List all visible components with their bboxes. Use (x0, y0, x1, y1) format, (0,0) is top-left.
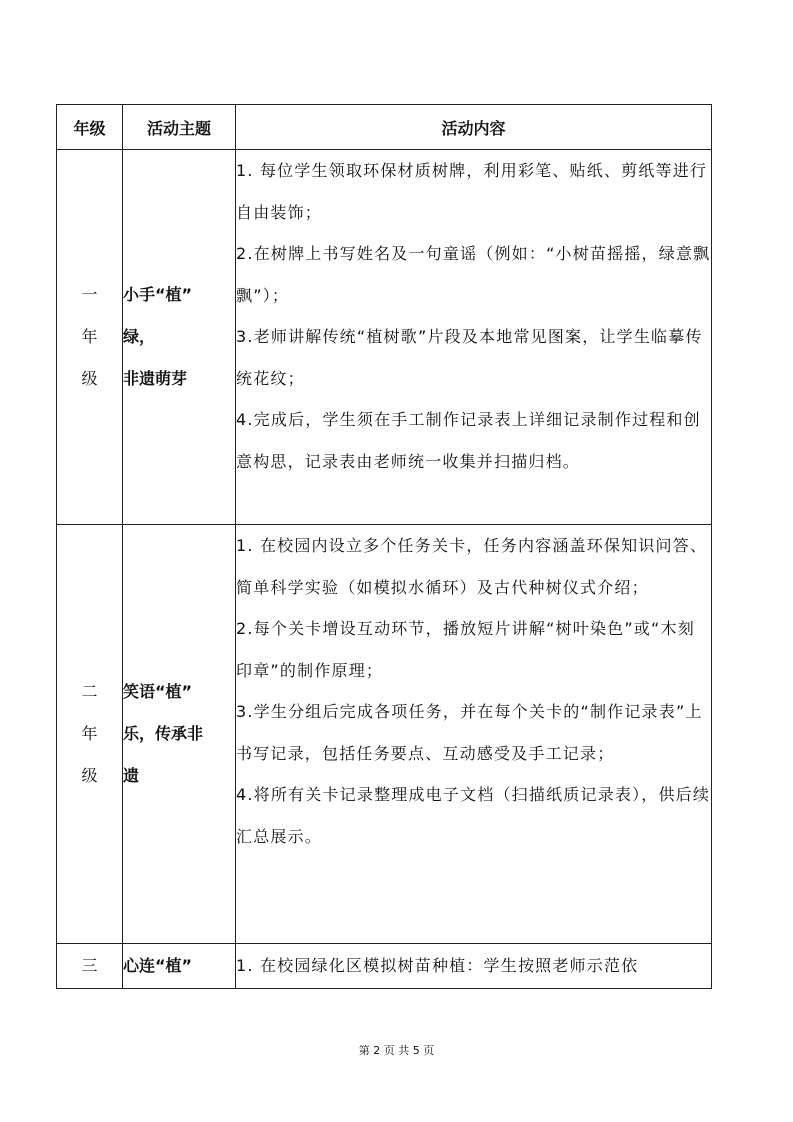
grade-char: 年 (81, 327, 98, 346)
header-content: 活动内容 (236, 105, 712, 150)
theme-cell (123, 150, 236, 525)
grade-cell (57, 525, 123, 944)
table-row (57, 944, 712, 989)
table-row (57, 525, 712, 944)
table-header-row (57, 105, 712, 150)
header-theme: 活动主题 (123, 105, 236, 150)
theme-cell (123, 944, 236, 989)
content-item: 1. 在校园内设立多个任务关卡，任务内容涵盖环保知识问答、简单科学实验（如模拟水循环）及古代种树仪式介绍； (236, 536, 708, 597)
theme-line: 乐，传承非 (123, 724, 204, 743)
content-cell (236, 944, 712, 989)
content-item: 4.将所有关卡记录整理成电子文档（扫描纸质记录表），供后续汇总展示。 (236, 785, 711, 846)
content-item: 1. 在校园绿化区模拟树苗种植：学生按照老师示范依 (236, 956, 639, 976)
header-grade: 年级 (57, 105, 123, 150)
page-number-footer: 第 2 页 共 5 页 (358, 1044, 435, 1057)
content-item: 3.老师讲解传统“植树歌”片段及本地常见图案，让学生临摹传统花纹； (236, 327, 703, 388)
grade-char: 二 (81, 682, 98, 701)
theme-line: 绿， (123, 327, 156, 346)
theme-cell (123, 525, 236, 944)
content-item: 2.在树牌上书写姓名及一句童谣（例如：“小树苗摇摇，绿意飘飘”）； (236, 244, 711, 305)
grade-char: 年 (81, 724, 98, 743)
table-row (57, 150, 712, 525)
grade-char: 级 (81, 766, 98, 785)
content-item: 1. 每位学生领取环保材质树牌，利用彩笔、贴纸、剪纸等进行自由装饰； (236, 161, 708, 222)
grade-cell (57, 150, 123, 525)
theme-line: 笑语“植” (123, 682, 193, 701)
theme-line: 小手“植” (123, 285, 193, 304)
grade-char: 三 (81, 956, 98, 975)
grade-cell (57, 944, 123, 989)
content-item: 4.完成后，学生须在手工制作记录表上详细记录制作过程和创意构思，记录表由老师统一收集并扫描归档。 (236, 410, 701, 471)
theme-line: 非遗萌芽 (123, 369, 188, 388)
activity-table (56, 104, 712, 989)
theme-line: 心连“植” (123, 956, 193, 975)
content-cell (236, 525, 712, 944)
theme-line: 遗 (123, 766, 140, 785)
grade-char: 一 (81, 285, 98, 304)
content-item: 2.每个关卡增设互动环节，播放短片讲解“树叶染色”或“木刻印章”的制作原理； (236, 619, 695, 680)
content-cell (236, 150, 712, 525)
grade-char: 级 (81, 369, 98, 388)
content-item: 3.学生分组后完成各项任务，并在每个关卡的“制作记录表”上书写记录，包括任务要点、互动感受及手工记录； (236, 702, 703, 763)
